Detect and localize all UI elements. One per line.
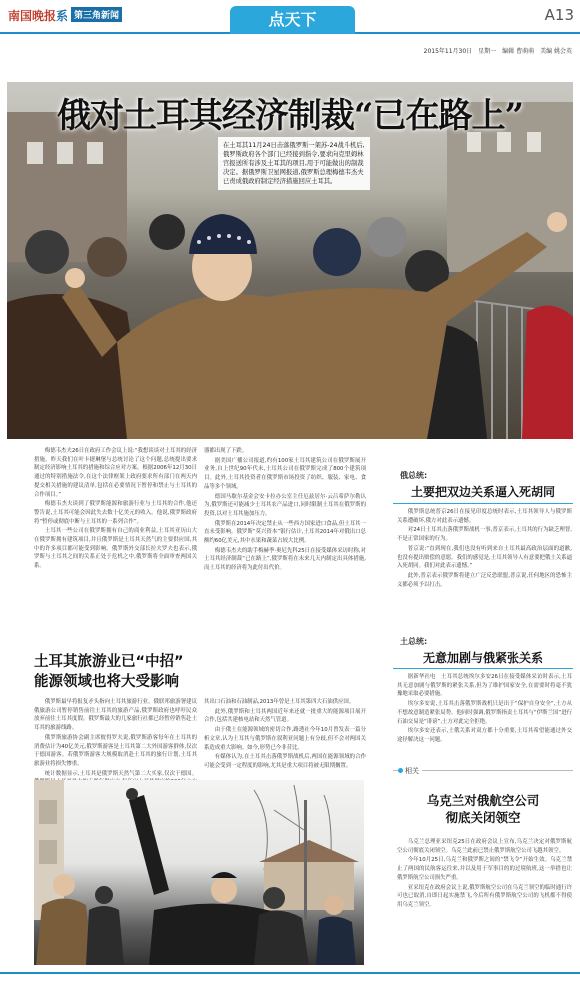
- issue-meta: 2015年11月30日 星期一 编辑 曹萌萌 美编 姚会英: [423, 48, 572, 55]
- crowd-photo-illustration: [34, 780, 364, 965]
- paragraph: 其出口石油和石油制品,2013年曾是土耳其第四大石油供应国。: [204, 699, 355, 705]
- article-column-1: [34, 447, 197, 639]
- subheading-line: 能源领域也将大受影响: [34, 674, 179, 690]
- paragraph: 此外,普京表示俄罗斯将建立广泛反恐联盟,普京说,任何地区的恐怖主义都必须予以打击。: [397, 572, 572, 588]
- paragraph: 梅德韦杰夫26日在政府工作会议上说:“我想谈谈对土耳其的经济措施。昨天我们在叶卡捷琳堡与总统讨论了这个问题,总统提出要求制定经济影响土耳其的措施和综合应对方案。根据2006年12月30日通过的特别措施法令,在这个法律框架上政府要求所有部门在两天内提交相关措施的建议清单,包括在必要情况下暂停和禁止与土耳其的合作项目。”: [34, 448, 197, 498]
- title-line: 乌克兰对俄航空公司: [426, 793, 540, 808]
- paragraph: 俄罗斯总统普京26日在接见印度总统时表示,土耳其领导人与俄罗斯关系遭破坏,俄方对此表示遗憾。: [397, 509, 572, 524]
- paragraph: 乌克兰总理亚采纽克25日在政府会议上宣布,乌克兰决定对俄罗斯航空公司彻底关闭领空。乌克兰此前已禁止俄罗斯航空公司飞越其领空。: [397, 839, 572, 854]
- logo-tag: 第三角新闻: [71, 7, 122, 22]
- paragraph: 俄罗斯旅游协会副主席彼得罗夫说,俄罗斯游客每年在土耳其的消费估计为40亿美元,俄罗斯游客是土耳其第二大外国游客群体,仅次于德国游客。若俄罗斯游客大规模取消赴土耳其的旅行计划,土耳其旅游业将损失惨重。: [34, 734, 197, 767]
- paragraph: 埃尔多安说,土耳其击落俄罗斯战机只是出于“保护自身安全”,土方从不想故意制造紧张局势。他同时强调,俄罗斯指责土耳其与“伊斯兰国”进行石油交易是“诽谤”,土方对此完全拒绝。: [397, 701, 572, 725]
- logo-sub: 系: [56, 9, 69, 23]
- sidebar-text-ukraine: [397, 838, 572, 966]
- sidebar-title-turkey: 无意加剧与俄紧张关系: [422, 651, 543, 665]
- related-label: [398, 766, 422, 776]
- article-column-2: [204, 447, 366, 647]
- lead-paragraph: 在土耳其11月24日击落俄罗斯一架苏-24战斗机后,俄罗斯政府各个部门已经接到指令,要求向克里姆林宫报送所有涉及土耳其的项目,用于可能做出的制裁决定。据俄罗斯卫星网报道,俄罗斯总理梅德韦杰夫已责成俄政府制定经济措施回应土耳其。: [218, 137, 370, 190]
- sidebar-text-turkey: [397, 673, 572, 761]
- section-title: 点天下: [230, 6, 355, 34]
- related-text: 相关: [405, 767, 419, 775]
- paragraph: 统计数据显示,土耳其是俄罗斯天然气第二大买家,仅次于德国。: [44, 770, 197, 777]
- main-headline: 俄对土耳其经济制裁“已在路上”: [56, 96, 524, 136]
- page-number: A13: [544, 6, 574, 24]
- sidebar-label-russia: 俄总统:: [400, 471, 428, 480]
- paragraph: 俄罗斯在2014年决定禁止从一些西方国家进口食品,但土耳其一直未受影响。俄罗斯“莫兴资本”银行估计,土耳其2014年对俄出口总额约60亿美元,其中水果和蔬菜占较大比例。: [204, 520, 366, 545]
- paragraph: 德国马歇尔基金会安卡拉办公室主任厄兹居尔·云吕希萨尔勒认为,俄罗斯还可能减少土耳其农产品进口,同时限制土耳其在俄罗斯的投资,以对土耳其施加压力。: [204, 493, 366, 517]
- logo-main: 南国晚报: [8, 9, 57, 23]
- sidebar-title-ukraine: [393, 792, 573, 826]
- paragraph: 此外,俄罗斯和土耳其两国近年来还就一批重大的能源项目展开合作,包括共建核电站和天然气管道。: [204, 708, 366, 724]
- paragraph: 今年10月25日,乌克兰和俄罗斯之间的“禁飞令”开始生效。乌克兰禁止了两国的民航客运往来,并以及用于军事目的的过境航班,这一举措也让俄罗斯航空公司损失严重。: [397, 857, 572, 881]
- paragraph: 器都出现了下跌。: [204, 448, 248, 454]
- subheading-line: 土耳其旅游业已“中招”: [34, 654, 184, 670]
- paragraph: 土耳其一些公司在俄罗斯拥有自己的商业利益,土耳其亚历山大在俄罗斯拥有建筑项目,并且俄罗斯是土耳其天然气的主要供应国,其中的许多项目都可能受到影响。俄罗斯外交部长拉夫罗夫也表示,俄罗斯与土耳其之间的关系正处于危机之中,俄罗斯将全面审查两国关系。: [34, 528, 197, 570]
- subheading-tourism: [34, 652, 214, 692]
- article-column-3: [34, 698, 197, 778]
- title-line: 彻底关闭领空: [445, 810, 521, 825]
- paragraph: 对24日土耳其击落俄罗斯战机一事,普京表示,土耳其的行为缺乏理智,不是正常国家的行为。: [397, 527, 572, 543]
- paragraph: 据新华社电 土耳其总统埃尔多安26日在接受媒体采访时表示,土耳其无意加剧与俄罗斯的紧张关系,但为了维护国家安全,在需要时将毫不犹豫地采取必要措施。: [397, 674, 572, 698]
- article-column-4: [204, 698, 366, 778]
- paragraph: 俄罗斯最早将报复矛头指向土耳其旅游行业。俄联邦旅游署建议俄旅游公司暂停销售前往土耳其的旅游产品,俄罗斯政府也呼吁民众放弃前往土耳其度假。俄罗斯最大的几家旅行社都已经暂停销售赴土耳其的旅游线路。: [34, 699, 197, 732]
- sidebar-text-russia: [397, 508, 572, 632]
- paragraph: 梅德韦杰夫谈到了俄罗斯能源和旅游行业与土耳其的合作,他还警告说,土耳其可能会因此失去数十亿美元的收入。他说,俄罗斯政府将“暂停或彻底中断与土耳其的一系列合作”。: [34, 501, 197, 525]
- paragraph: 由于俄土在能源领域的密切合作,路透社今年10月曾发表一篇分析文章,认为土耳其与俄罗斯在叙利亚问题上有分歧,但不会对两国关系造成重大影响。如今,形势已今非昔比。: [204, 727, 366, 751]
- paragraph: 梅德韦杰夫的助手梅赫季·奥尼先科25日在接受媒体采访时称,对土耳其经济制裁“已在路上”,俄罗斯将在未来几天内制定出具体措施,而土耳其的经济将为此付出代价。: [204, 547, 366, 572]
- paragraph: 埃尔多安还表示,土俄关系对双方都十分重要,土耳其希望能通过外交途径解决这一问题。: [397, 728, 572, 743]
- paragraph: 普京说:“直到现在,我们也没有听到来自土耳其最高政治层面的道歉,也没有提出赔偿的意愿。我们的感觉是,土耳其领导人有意要把俄土关系逼入死胡同。我们对此表示遗憾。”: [397, 545, 572, 570]
- paragraph: 有媒体认为,在土耳其击落俄罗斯战机后,两国在能源领域的合作可能会受到一定程度的影响,尤其是重大项目将被无限期搁置。: [204, 754, 366, 769]
- sidebar-label-turkey: 土总统:: [400, 637, 428, 646]
- footer-rule: [0, 972, 580, 974]
- sidebar-title-russia: 土要把双边关系逼入死胡同: [410, 485, 555, 499]
- divider: [393, 668, 573, 669]
- divider: [393, 503, 573, 504]
- paragraph: 亚采纽克在政府会议上说,俄罗斯航空公司在乌克兰领空的临时通行许可也已取消,自即日起实施禁飞,今后所有俄罗斯航空公司的飞机都不得使用乌克兰领空。: [397, 884, 572, 908]
- paragraph: 据美国广播公司报道,约有100家土耳其建筑公司在俄罗斯展开业务,自上世纪90年代末,土耳其公司在俄罗斯完成了800个建筑项目。此外,土耳其投资者在俄罗斯市场投资了纺织、服装、家电、食品等多个领域。: [204, 457, 366, 490]
- newspaper-logo: [8, 7, 122, 24]
- crowd-photo: [34, 780, 364, 965]
- related-marker-icon: [398, 768, 403, 773]
